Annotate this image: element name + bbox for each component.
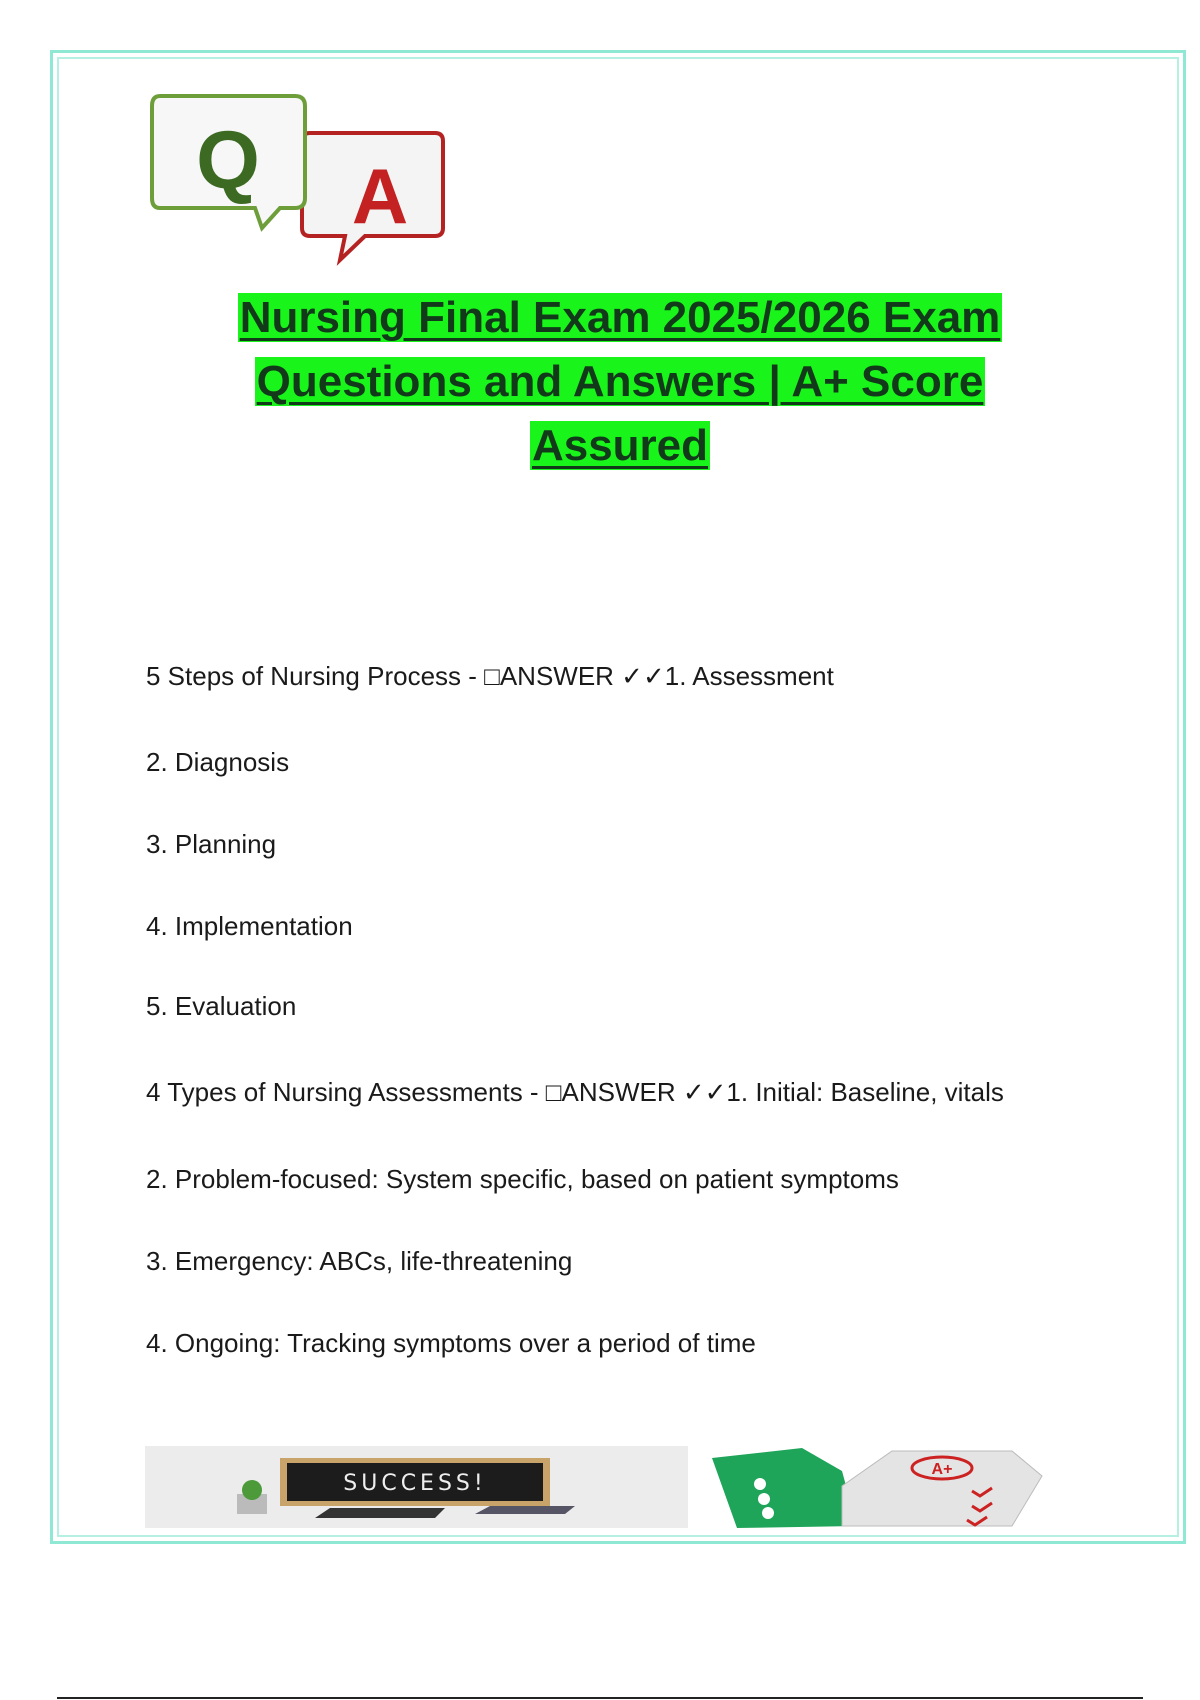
qa-answer-line: 2. Diagnosis [146,747,290,777]
qa-answer-line: 2. Problem-focused: System specific, based on patient symptoms [146,1164,899,1194]
title-line-3: Assured [531,421,709,470]
svg-text:Q: Q [196,115,260,206]
graded-test-image [692,1446,1082,1528]
success-chalkboard-image [145,1446,688,1528]
qa-answer-line: 4. Ongoing: Tracking symptoms over a period of time [146,1328,756,1358]
qa-logo-icon [150,88,490,283]
svg-text:A: A [351,152,409,240]
footer-divider [57,1697,1143,1699]
document-title [150,286,1090,478]
svg-text:SUCCESS!: SUCCESS! [343,1471,487,1496]
title-line-2: Questions and Answers | A+ Score [256,357,984,406]
qa-answer-line: 3. Emergency: ABCs, life-threatening [146,1246,573,1276]
svg-text:A+: A+ [931,1461,953,1478]
qa-answer-line: 5. Evaluation [146,991,297,1021]
title-line-1: Nursing Final Exam 2025/2026 Exam [239,293,1001,342]
qa-answer-line: 4. Implementation [146,911,353,941]
qa-question-2: 4 Types of Nursing Assessments - □ANSWER ✓✓1. Initial: Baseline, vitals [146,1077,1004,1107]
qa-answer-line: 3. Planning [146,829,277,859]
qa-question-1: 5 Steps of Nursing Process - □ANSWER ✓✓1. Assessment [146,661,834,691]
